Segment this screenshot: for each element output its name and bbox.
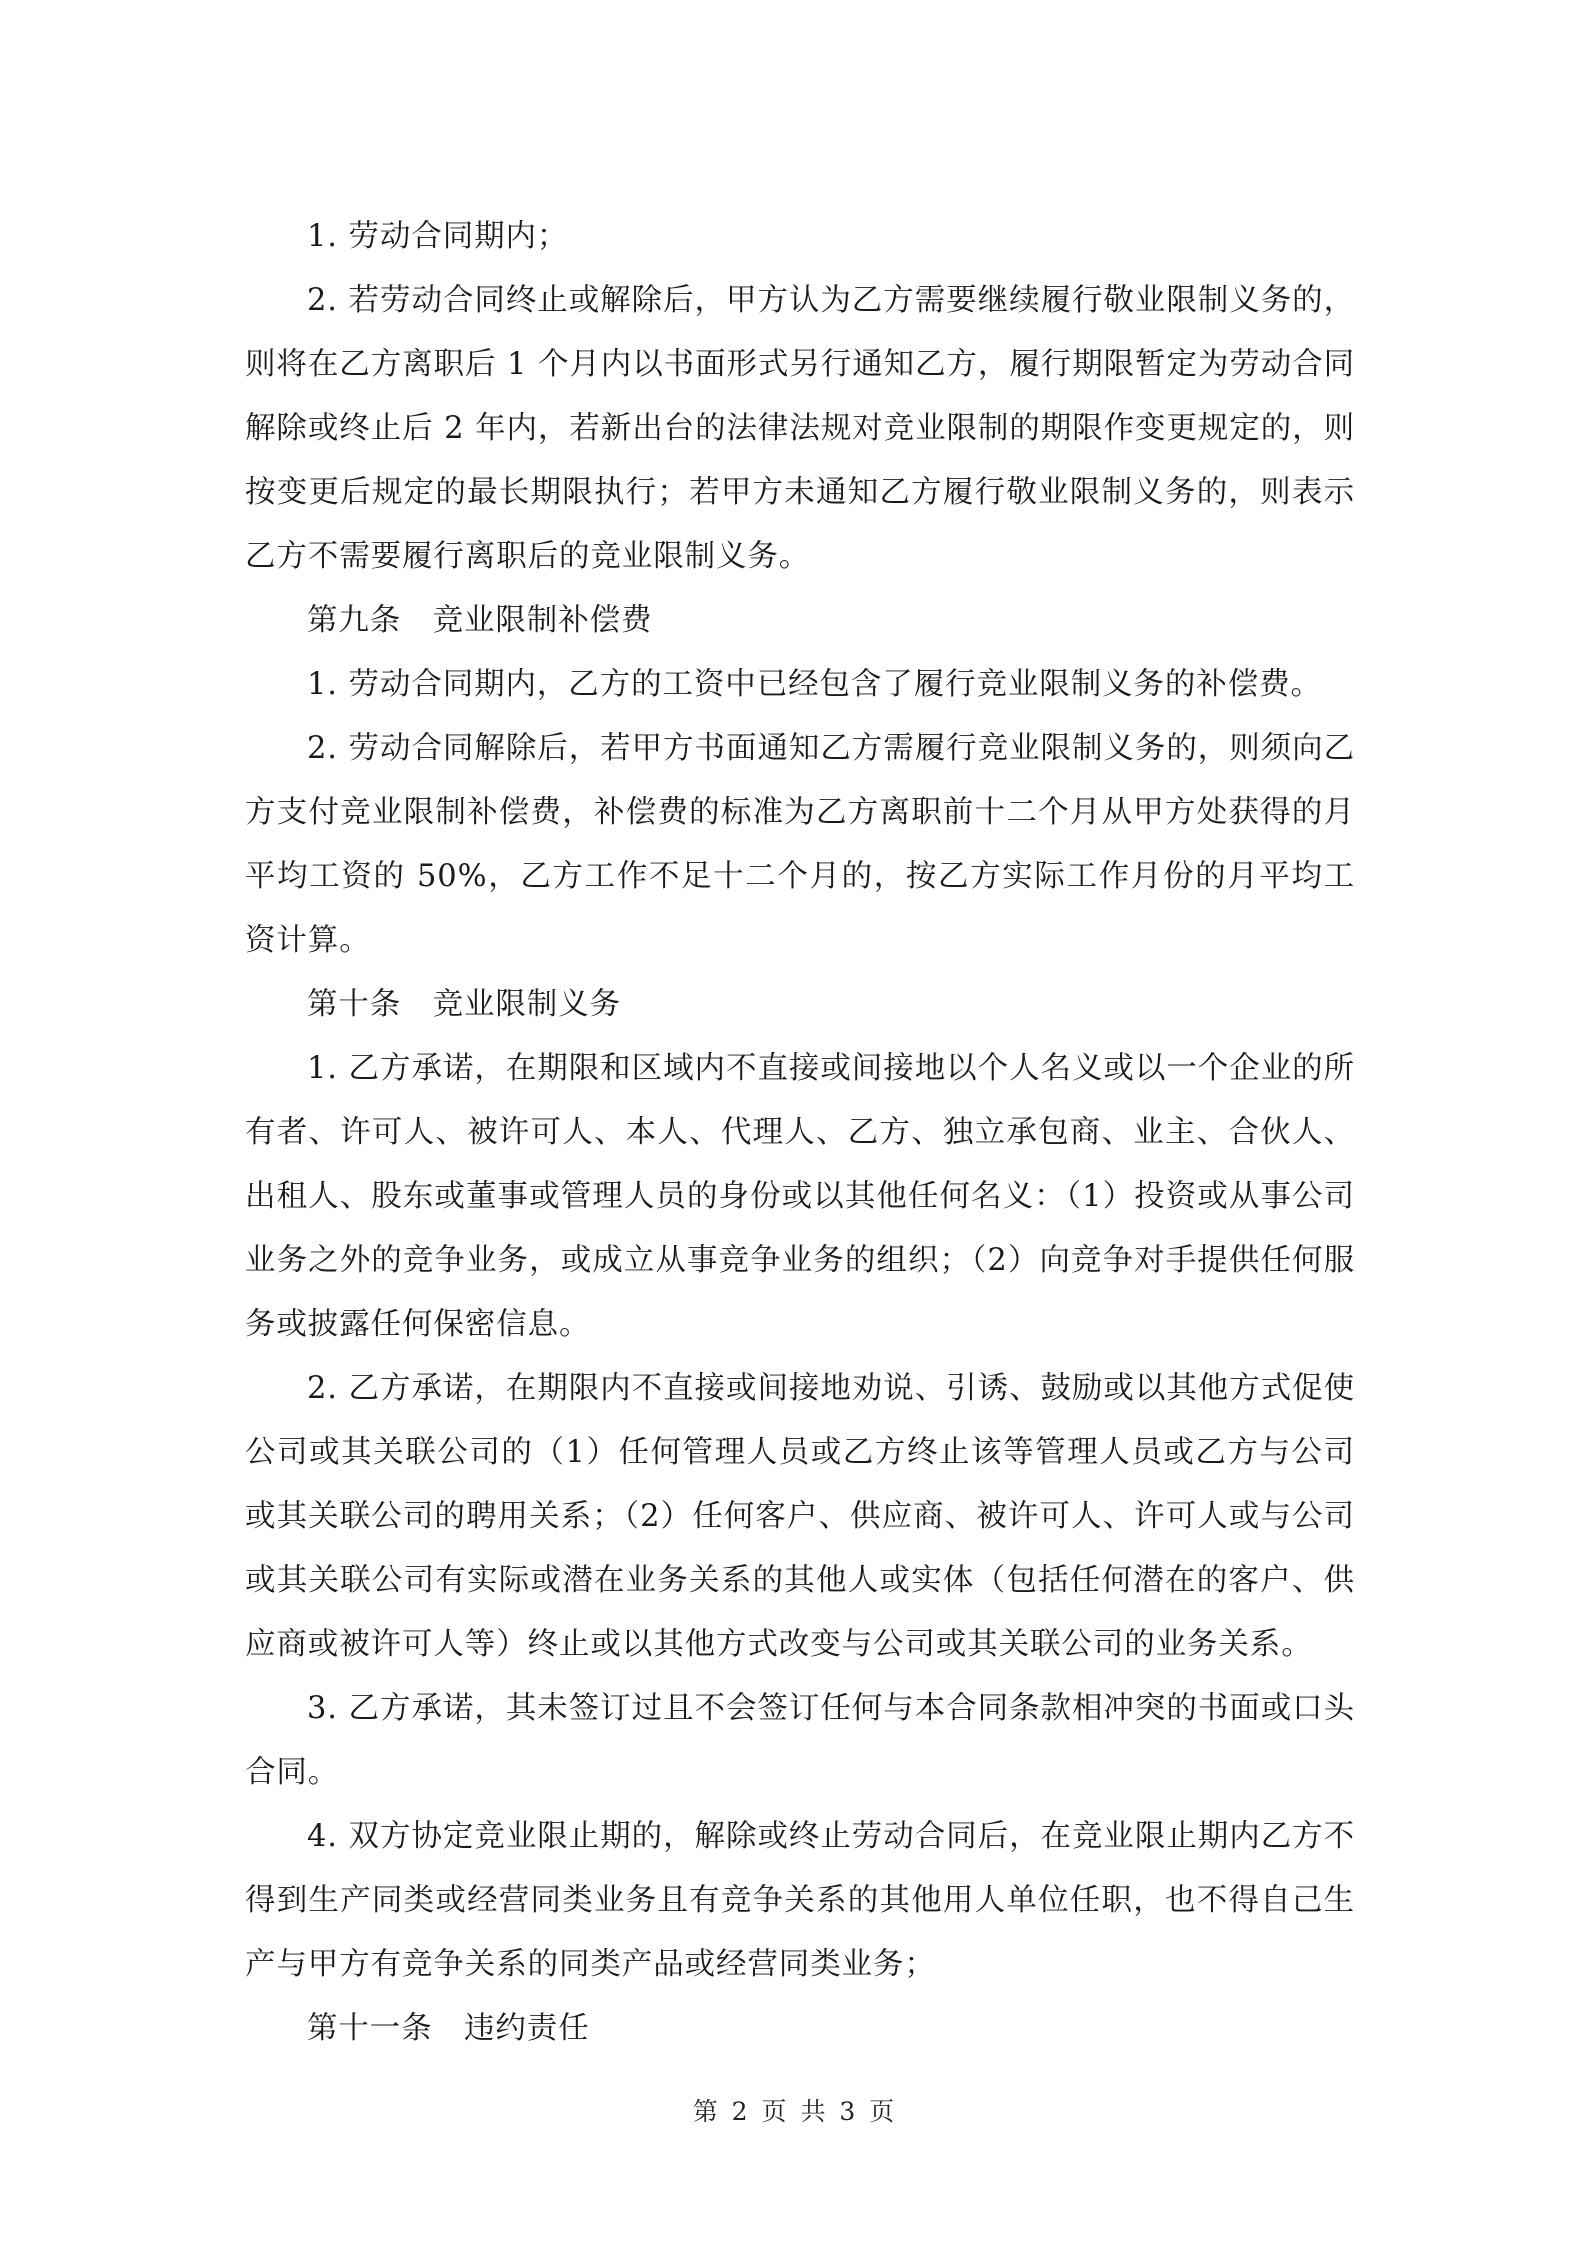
article-10-heading: 第十条 竞业限制义务 — [307, 987, 621, 1022]
paragraph-article-9-item-1: 1. 劳动合同期内，乙方的工资中已经包含了履行竞业限制义务的补偿费。 — [307, 667, 1322, 702]
page-number-footer: 第 2 页 共 3 页 — [692, 2097, 895, 2126]
article-9-heading: 第九条 竞业限制补偿费 — [307, 603, 653, 638]
paragraph-article-10-item-4: 4. 双方协定竞业限止期的，解除或终止劳动合同后，在竞业限止期内乙方不得到生产同类或经营同类业务且有竞争关系的其他用人单位任职，也不得自己生产与甲方有竞争关系的同类产品或经营同类业务； — [245, 1819, 1355, 1982]
paragraph-article-10-item-2: 2. 乙方承诺，在期限内不直接或间接地劝说、引诱、鼓励或以其他方式促使公司或其关联公司的（1）任何管理人员或乙方终止该等管理人员或乙方与公司或其关联公司的聘用关系；（2）任何客户、供应商、被许可人、许可人或与公司或其关联公司有实际或潜在业务关系的其他人或实体（包括任何潜在的客户、供应商或被许可人等）终止或以其他方式改变与公司或其关联公司的业务关系。 — [245, 1371, 1355, 1662]
paragraph-article-10-item-3: 3. 乙方承诺，其未签订过且不会签订任何与本合同条款相冲突的书面或口头合同。 — [245, 1691, 1355, 1790]
article-11-heading: 第十一条 违约责任 — [307, 2011, 590, 2046]
paragraph-clause-1: 1. 劳动合同期内； — [307, 219, 569, 254]
paragraph-clause-2: 2. 若劳动合同终止或解除后，甲方认为乙方需要继续履行敬业限制义务的，则将在乙方离职后 1 个月内以书面形式另行通知乙方，履行期限暂定为劳动合同解除或终止后 2 年内，若新出台的法律法规对竞业限制的期限作变更规定的，则按变更后规定的最长期限执行；若甲方未通知乙方履行敬业限制义务的，则表示乙方不需要履行离职后的竞业限制义务。 — [245, 283, 1355, 574]
document-body — [245, 205, 1355, 2061]
paragraph-article-10-item-1: 1. 乙方承诺，在期限和区域内不直接或间接地以个人名义或以一个企业的所有者、许可人、被许可人、本人、代理人、乙方、独立承包商、业主、合伙人、出租人、股东或董事或管理人员的身份或以其他任何名义：（1）投资或从事公司业务之外的竞争业务，或成立从事竞争业务的组织；（2）向竞争对手提供任何服务或披露任何保密信息。 — [245, 1051, 1355, 1342]
paragraph-article-9-item-2: 2. 劳动合同解除后，若甲方书面通知乙方需履行竞业限制义务的，则须向乙方支付竞业限制补偿费，补偿费的标准为乙方离职前十二个月从甲方处获得的月平均工资的 50%，乙方工作不足十二个月的，按乙方实际工作月份的月平均工资计算。 — [245, 731, 1355, 958]
